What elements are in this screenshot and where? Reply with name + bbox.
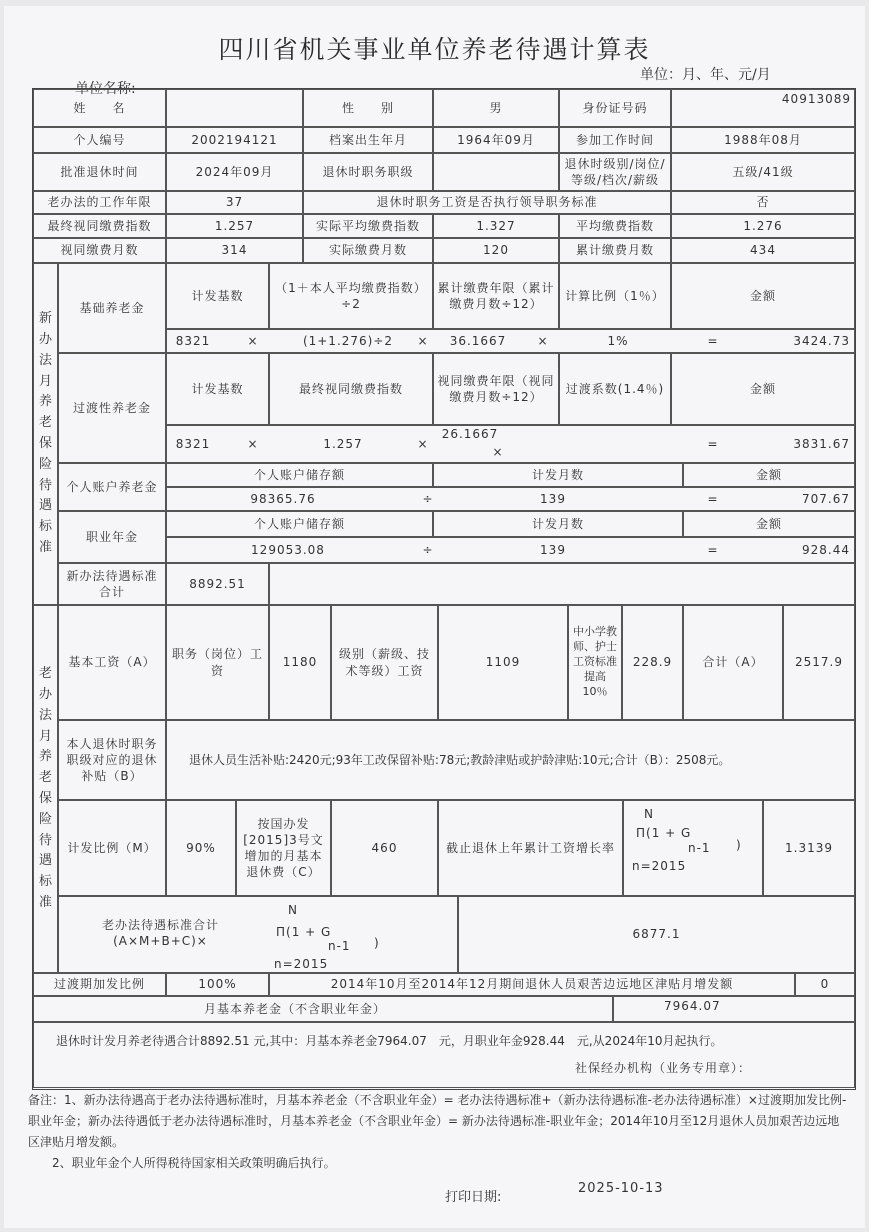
basic-eq: = (707, 333, 719, 348)
trans-v5: 3831.67 (793, 436, 850, 451)
transition-ratio-value: 100% (166, 973, 269, 996)
monthly-basic-value: 7964.07 (613, 996, 855, 1022)
formula-n: N (644, 806, 654, 821)
account-div: ÷ (422, 491, 434, 506)
basic-times-3: × (537, 333, 549, 348)
formula-close: ) (736, 837, 742, 852)
new-total-label: 新办法待遇标准合计 (58, 563, 166, 605)
basic-v4: 1% (607, 333, 629, 348)
new-method-side-label: 新办法月养老保险待遇标准 (33, 263, 58, 605)
old-std-value: 6877.1 (458, 896, 855, 973)
trans-values-row (166, 425, 855, 463)
level-wage-value: 1109 (438, 605, 568, 720)
gender-label: 性 别 (303, 89, 433, 127)
occ-h2: 计发月数 (433, 511, 683, 537)
new-total-blank (269, 563, 855, 605)
duty-value (433, 153, 559, 191)
actual-avg-label: 实际平均缴费指数 (303, 214, 433, 238)
birth-label: 档案出生年月 (303, 127, 433, 153)
trans-h3: 视同缴费年限（视同缴费月数÷12） (433, 353, 559, 425)
pension-table (32, 88, 856, 1090)
occ-div: ÷ (422, 542, 434, 557)
trans-v1: 8321 (175, 436, 211, 451)
occ-v3: 928.44 (802, 542, 850, 557)
name-label: 姓 名 (33, 89, 166, 127)
account-h1: 个人账户储存额 (166, 463, 433, 487)
transition-pension-label: 过渡性养老金 (58, 353, 166, 463)
teacher-raise-value: 228.9 (622, 605, 683, 720)
basic-wage-label: 基本工资（A） (58, 605, 166, 720)
final-idx-label: 最终视同缴费指数 (33, 214, 166, 238)
total-months-value: 434 (671, 238, 855, 263)
account-v3: 707.67 (802, 491, 850, 506)
document-title: 四川省机关事业单位养老待遇计算表 (218, 35, 651, 64)
pid-value: 2002194121 (166, 127, 303, 153)
basic-h3: 累计缴费年限（累计缴费月数÷12） (433, 263, 559, 329)
basic-v2: (1+1.276)÷2 (302, 333, 394, 348)
occ-v1: 129053.08 (251, 542, 325, 557)
old-years-label: 老办法的工作年限 (33, 191, 166, 214)
new-total-value: 8892.51 (166, 563, 269, 605)
account-pension-label: 个人账户养老金 (58, 463, 166, 511)
account-eq: = (707, 491, 719, 506)
note-1: 备注：1、新办法待遇高于老办法待遇标准时，月基本养老金（不含职业年金）= 老办法待遇标准+（新办法待遇标准-老办法待遇标准）×过渡期加发比例-职业年金；新办法待遇低于老办法待遇标准时，月基本养老金（不含职业年金）= 新办法待遇标准-职业年金；2014年10月至12月退休人员加艰苦边远地区津贴月增发额。 (28, 1093, 847, 1149)
summary-text: 退休时计发月养老待遇合计8892.51 元,其中：月基本养老金7964.07 元，月职业年金928.44 元,从2024年10月起执行。 (33, 1022, 855, 1088)
occ-h1: 个人账户储存额 (166, 511, 433, 537)
sum-a-value: 2517.9 (783, 605, 855, 720)
basic-times-1: × (247, 333, 259, 348)
agency-label: 社保经办机构（业务专用章）： (574, 1060, 751, 1075)
grade-value: 五级/41级 (671, 153, 855, 191)
basic-times-2: × (417, 333, 429, 348)
occ-h3: 金额 (683, 511, 855, 537)
old-formula-close: ) (374, 935, 380, 950)
actual-months-value: 120 (433, 238, 559, 263)
trans-h4: 过渡系数(1.4％) (559, 353, 671, 425)
trans-times-2: × (417, 436, 429, 451)
transition-ratio-label: 过渡期加发比例 (33, 973, 166, 996)
notes (28, 1090, 848, 1174)
account-h3: 金额 (683, 463, 855, 487)
remote-subsidy-label: 2014年10月至2014年12月期间退休人员艰苦边远地区津贴月增发额 (269, 973, 795, 996)
increase-c-value: 460 (331, 800, 438, 896)
deemed-months-label: 视同缴费月数 (33, 238, 166, 263)
basic-pension-label: 基础养老金 (58, 263, 166, 353)
avg-idx-value: 1.276 (671, 214, 855, 238)
occ-eq: = (707, 542, 719, 557)
old-std-label: 老办法待遇标准合计(A×M+B+C)× (101, 917, 219, 948)
salary-std-label: 退休时职务工资是否执行领导职务标准 (303, 191, 671, 214)
unit-label: 单位：月、年、元/月 (640, 67, 771, 83)
old-method-side-label: 老办法月养老保险待遇标准 (33, 605, 58, 973)
trans-times-3: × (492, 444, 504, 459)
basic-v3: 36.1667 (449, 333, 507, 348)
print-date-value: 2025-10-13 (578, 1181, 664, 1196)
growth-rate-value: 1.3139 (763, 800, 855, 896)
final-idx-value: 1.257 (166, 214, 303, 238)
gender-value: 男 (433, 89, 559, 127)
subsidy-b-label: 本人退休时职务职级对应的退休补贴（B） (58, 720, 166, 800)
basic-v1: 8321 (175, 333, 211, 348)
print-date-label: 打印日期: (445, 1190, 502, 1205)
remote-subsidy-value: 0 (795, 973, 855, 996)
formula-sub: n-1 (688, 840, 711, 855)
old-years-value: 37 (166, 191, 303, 214)
account-v2: 139 (540, 491, 566, 506)
trans-times-1: × (247, 436, 259, 451)
occupational-annuity-label: 职业年金 (58, 511, 166, 563)
ratio-m-label: 计发比例（M） (58, 800, 166, 896)
teacher-raise-label: 中小学教师、护士工资标准提高10％ (568, 605, 622, 720)
basic-v5: 3424.73 (793, 333, 850, 348)
basic-h4: 计算比例（1％） (559, 263, 671, 329)
deemed-months-value: 314 (166, 238, 303, 263)
salary-std-value: 否 (671, 191, 855, 214)
duty-label: 退休时职务职级 (303, 153, 433, 191)
ratio-m-value: 90% (166, 800, 236, 896)
trans-v3: 26.1667 (441, 426, 499, 441)
monthly-basic-label: 月基本养老金（不含职业年金） (33, 996, 613, 1022)
position-wage-value: 1180 (269, 605, 331, 720)
old-formula-sub: n-1 (328, 938, 351, 953)
note-2: 2、职业年金个人所得税待国家相关政策明确后执行。 (28, 1156, 336, 1170)
pid-label: 个人编号 (33, 127, 166, 153)
retire-value: 2024年09月 (166, 153, 303, 191)
grade-label: 退休时级别/岗位/等级/档次/薪级 (559, 153, 671, 191)
old-formula-pi: Π(1 + G (276, 924, 332, 939)
sum-a-label: 合计（A） (683, 605, 783, 720)
basic-h1: 计发基数 (166, 263, 269, 329)
work-label: 参加工作时间 (559, 127, 671, 153)
account-v1: 98365.76 (250, 491, 316, 506)
trans-h5: 金额 (671, 353, 855, 425)
unit-name-label: 单位名称: (75, 81, 136, 97)
account-h2: 计发月数 (433, 463, 683, 487)
name-value (166, 89, 303, 127)
trans-h1: 计发基数 (166, 353, 269, 425)
trans-h2: 最终视同缴费指数 (269, 353, 433, 425)
basic-h5: 金额 (671, 263, 855, 329)
level-wage-label: 级别（薪级、技术等级）工资 (331, 605, 438, 720)
actual-avg-value: 1.327 (433, 214, 559, 238)
increase-c-label: 按国办发[2015]3号文增加的月基本退休费（C） (236, 800, 331, 896)
total-months-label: 累计缴费月数 (559, 238, 671, 263)
formula-pi: Π(1 + G (636, 825, 692, 840)
basic-h2: （1＋本人平均缴费指数）÷2 (269, 263, 433, 329)
actual-months-label: 实际缴费月数 (303, 238, 433, 263)
avg-idx-label: 平均缴费指数 (559, 214, 671, 238)
formula-n-start: n=2015 (632, 858, 687, 873)
occ-v2: 139 (540, 542, 566, 557)
subsidy-b-text: 退休人员生活补贴:2420元;93年工改保留补贴:78元;教龄津贴或护龄津贴:10元;合计（B）：2508元。 (166, 720, 855, 800)
position-wage-label: 职务（岗位）工资 (166, 605, 269, 720)
trans-v2: 1.257 (323, 436, 363, 451)
old-formula-n-start: n=2015 (274, 956, 329, 971)
id-value: 40913089 (671, 89, 855, 127)
trans-eq: = (707, 436, 719, 451)
work-value: 1988年08月 (671, 127, 855, 153)
old-formula-n: N (288, 902, 298, 917)
birth-value: 1964年09月 (433, 127, 559, 153)
growth-rate-label: 截止退休上年累计工资增长率 (438, 800, 623, 896)
id-label: 身份证号码 (559, 89, 671, 127)
retire-label: 批准退休时间 (33, 153, 166, 191)
